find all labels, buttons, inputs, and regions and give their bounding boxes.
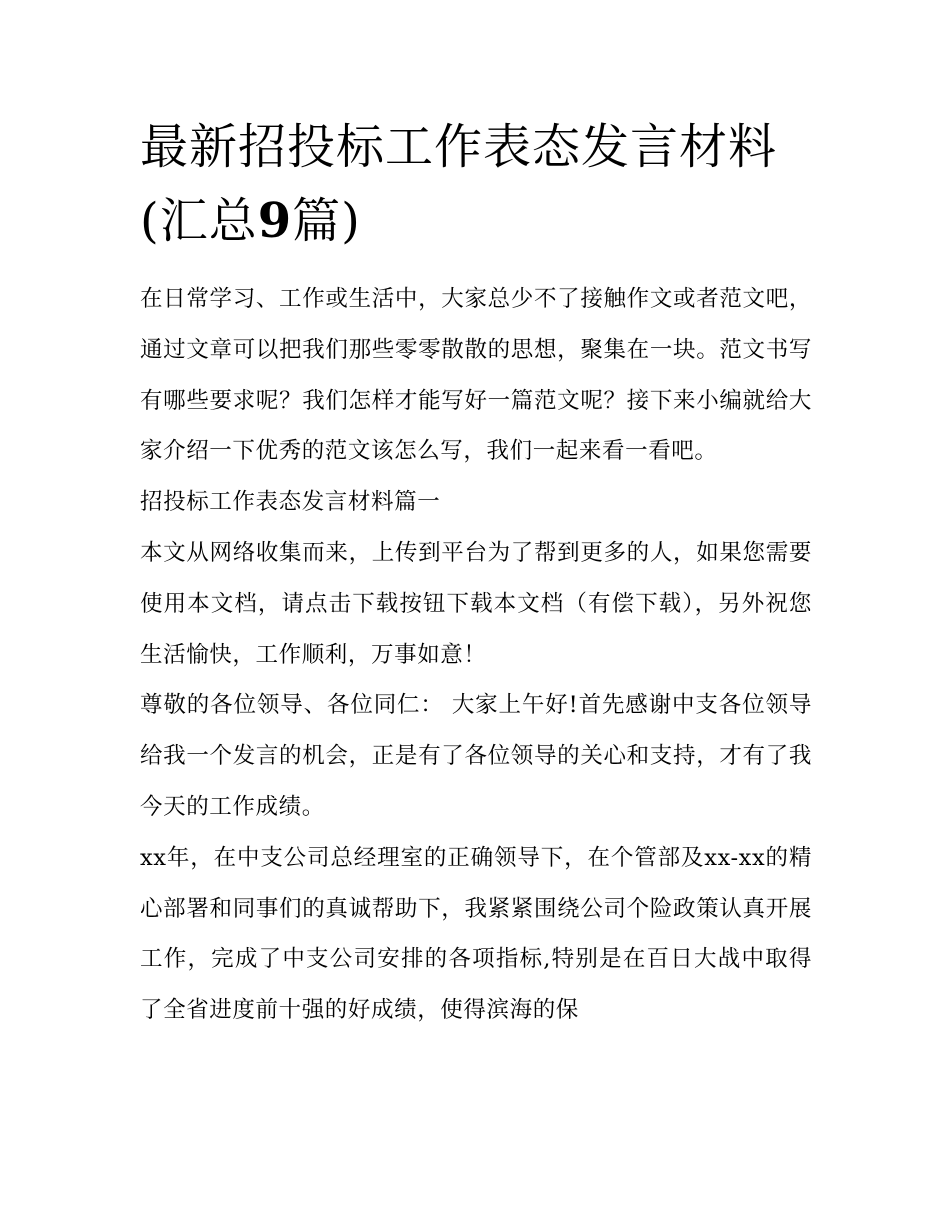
title-line-2-prefix: (汇总 [140,193,258,249]
title-line-2-suffix: 篇) [292,193,361,249]
title-line-2-number: 9 [257,193,293,249]
greeting-paragraph: 尊敬的各位领导、各位同仁： 大家上午好!首先感谢中支各位领导给我一个发言的机会，正是有了各位领导的关心和支持，才有了我今天的工作成绩。 [140,692,812,820]
document-body [140,274,812,1036]
document-title [140,110,812,258]
document-page [140,110,812,1036]
title-line-1: 最新招投标工作表态发言材料 [140,119,778,175]
intro-paragraph: 在日常学习、工作或生活中，大家总少不了接触作文或者范文吧，通过文章可以把我们那些零零散散的思想，聚集在一块。范文书写有哪些要求呢？我们怎样才能写好一篇范文呢？接下来小编就给大家介绍一下优秀的范文该怎么写，我们一起来看一看吧。 [140,286,812,465]
notice-paragraph: 本文从网络收集而来，上传到平台为了帮到更多的人，如果您需要使用本文档，请点击下载按钮下载本文档（有偿下载），另外祝您生活愉快，工作顺利，万事如意！ [140,539,812,668]
section-heading: 招投标工作表态发言材料篇一 [140,489,441,516]
report-paragraph: xx年，在中支公司总经理室的正确领导下，在个管部及xx-xx的精心部署和同事们的真诚帮助下，我紧紧围绕公司个险政策认真开展工作，完成了中支公司安排的各项指标,特别是在百日大战中取得了全省进度前十强的好成绩，使得滨海的保 [140,844,812,1024]
